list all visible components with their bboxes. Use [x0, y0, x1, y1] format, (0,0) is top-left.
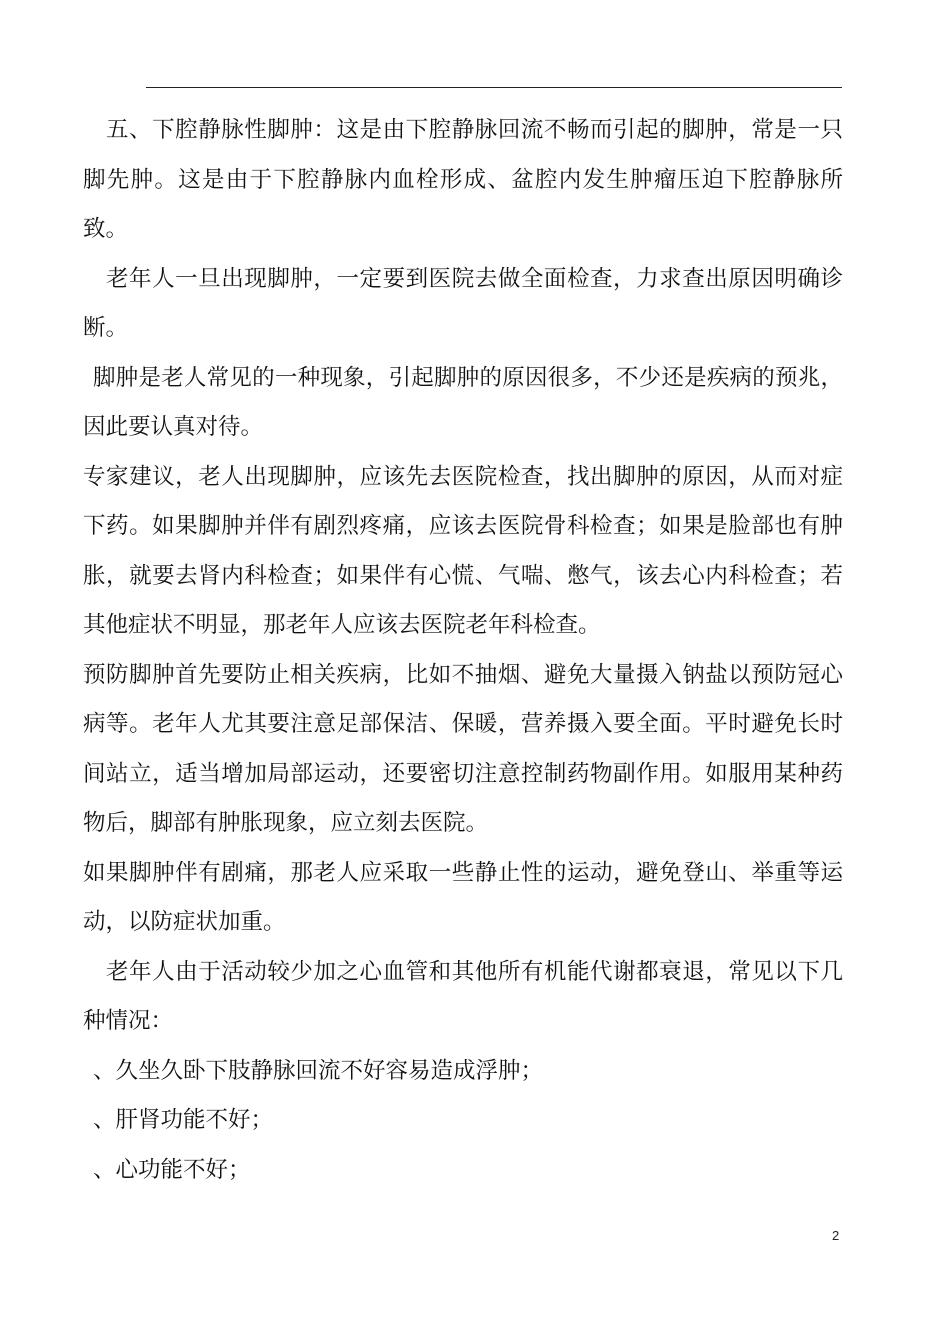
list-item: 、心功能不好；: [93, 1156, 251, 1183]
paragraph-venous-edema: 五、下腔静脉性脚肿：这是由下腔静脉回流不畅而引起的脚肿，常是一只脚先肿。这是由于下腔静脉内血栓形成、盆腔内发生肿瘤压迫下腔静脉所致。: [83, 117, 843, 242]
header-rule: [146, 87, 842, 88]
document-body: [83, 106, 843, 1195]
paragraph-expert-advice: 专家建议，老人出现脚肿，应该先去医院检查，找出脚肿的原因，从而对症下药。如果脚肿并伴有剧烈疼痛，应该去医院骨科检查；如果是脸部也有肿胀，就要去肾内科检查；如果伴有心慌、气喘、憋气，该去心内科检查；若其他症状不明显，那老年人应该去医院老年科检查。: [83, 463, 843, 638]
paragraph-elderly-conditions: 老年人由于活动较少加之心血管和其他所有机能代谢都衰退，常见以下几种情况：: [83, 958, 843, 1034]
page-number: 2: [832, 1228, 840, 1243]
paragraph-hospital-check: 老年人一旦出现脚肿，一定要到医院去做全面检查，力求查出原因明确诊断。: [83, 265, 843, 341]
paragraph-severe-pain: 如果脚肿伴有剧痛，那老人应采取一些静止性的运动，避免登山、举重等运动，以防症状加重。: [83, 859, 843, 935]
paragraph-common-phenomenon: 脚肿是老人常见的一种现象，引起脚肿的原因很多，不少还是疾病的预兆，因此要认真对待。: [83, 364, 843, 440]
paragraph-prevention: 预防脚肿首先要防止相关疾病，比如不抽烟、避免大量摄入钠盐以预防冠心病等。老年人尤其要注意足部保洁、保暖，营养摄入要全面。平时避免长时间站立，适当增加局部运动，还要密切注意控制药物副作用。如服用某种药物后，脚部有肿胀现象，应立刻去医院。: [83, 661, 843, 836]
list-item: 、久坐久卧下肢静脉回流不好容易造成浮肿；: [93, 1057, 544, 1084]
list-item: 、肝肾功能不好；: [93, 1107, 274, 1133]
